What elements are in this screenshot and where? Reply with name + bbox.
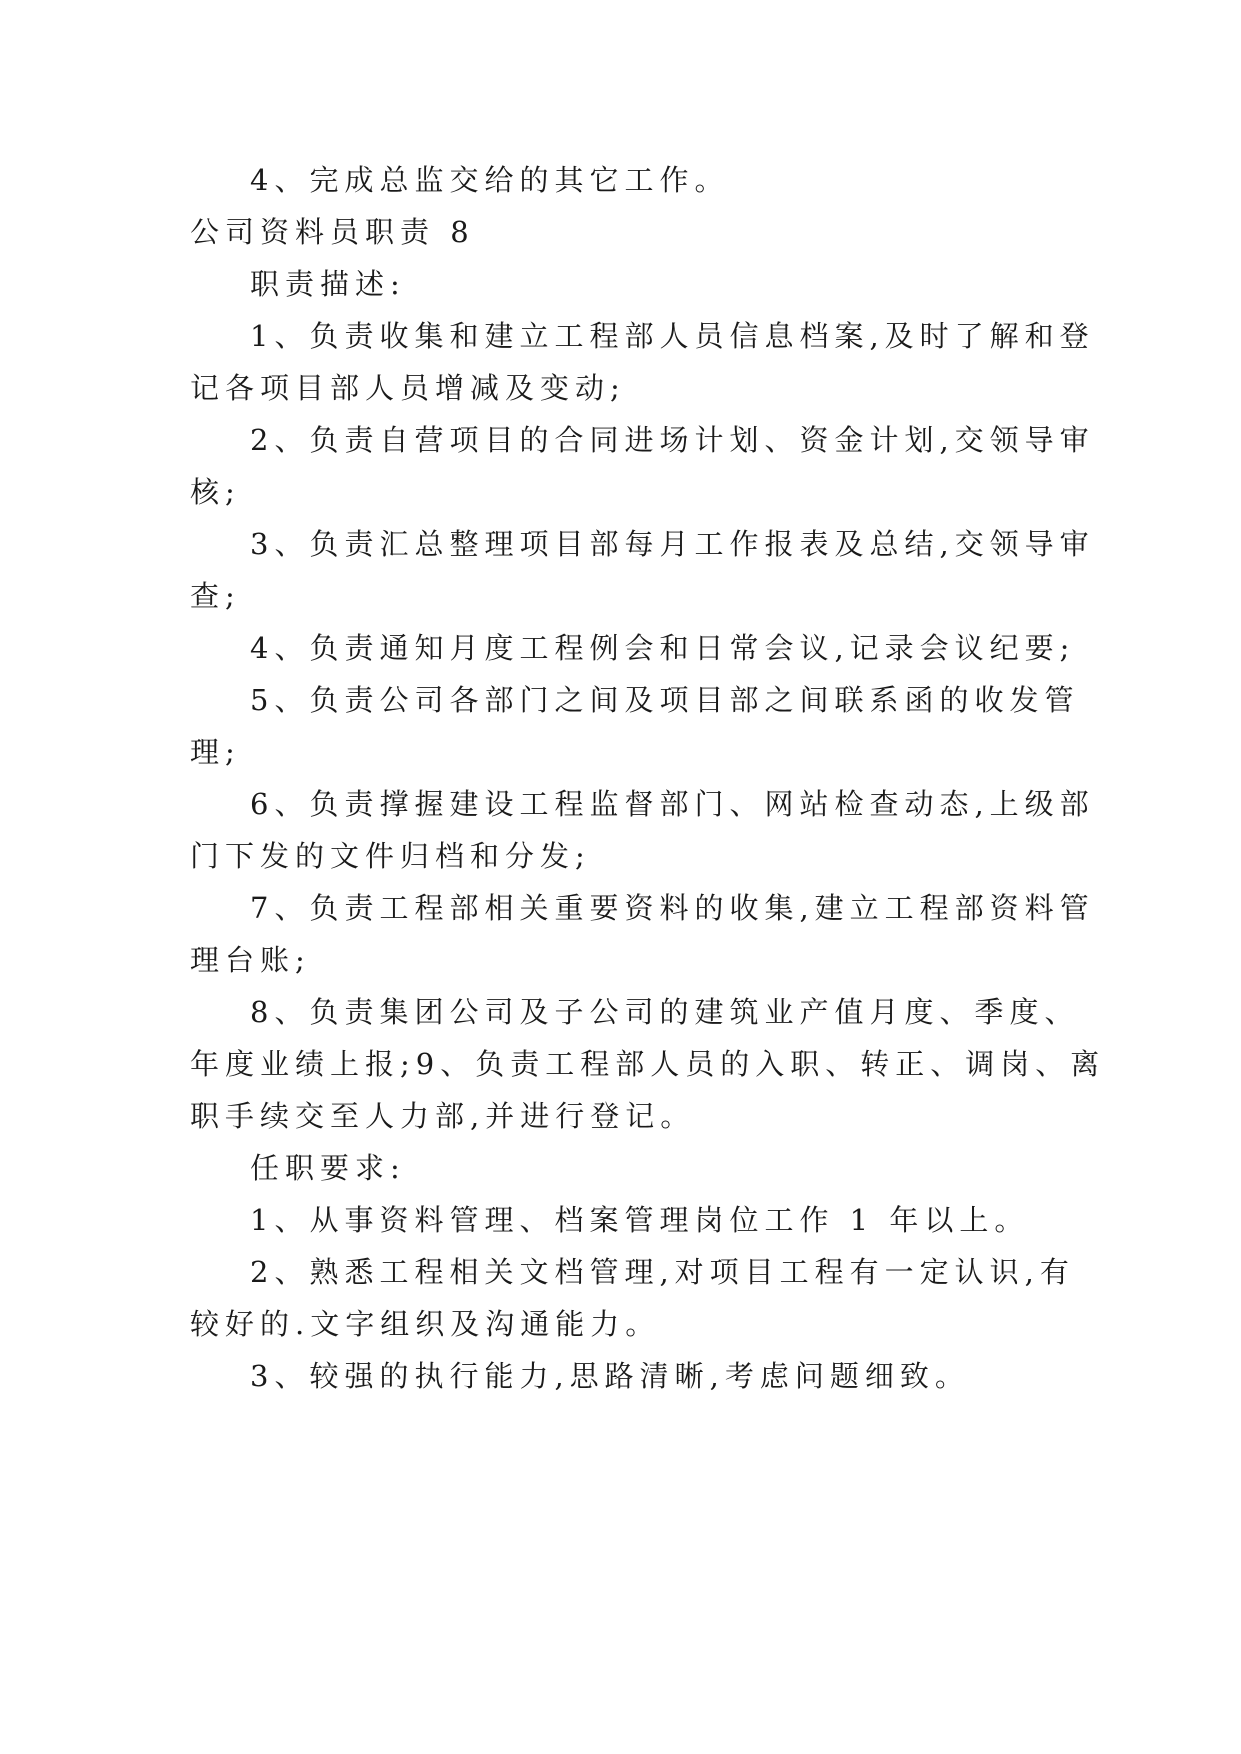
paragraph-line: 5、负责公司各部门之间及项目部之间联系函的收发管	[250, 683, 1080, 717]
paragraph-line: 记各项目部人员增减及变动;	[190, 371, 626, 405]
paragraph-line: 核;	[190, 475, 241, 509]
paragraph-line: 2、熟悉工程相关文档管理,对项目工程有一定认识,有	[250, 1255, 1075, 1289]
paragraph-line: 7、负责工程部相关重要资料的收集,建立工程部资料管	[250, 891, 1095, 925]
paragraph-line: 3、较强的执行能力,思路清晰,考虑问题细致。	[250, 1359, 970, 1393]
subheading-requirements: 任职要求:	[250, 1151, 406, 1185]
paragraph-line: 年度业绩上报;9、负责工程部人员的入职、转正、调岗、离	[190, 1047, 1106, 1081]
paragraph-line: 4、完成总监交给的其它工作。	[250, 163, 730, 197]
paragraph-line: 门下发的文件归档和分发;	[190, 839, 591, 873]
paragraph-line: 职手续交至人力部,并进行登记。	[190, 1099, 696, 1133]
subheading-duties: 职责描述:	[250, 267, 406, 301]
paragraph-line: 理;	[190, 735, 241, 769]
paragraph-line: 理台账;	[190, 943, 311, 977]
paragraph-line: 4、负责通知月度工程例会和日常会议,记录会议纪要;	[250, 631, 1076, 665]
paragraph-line: 较好的.文字组织及沟通能力。	[190, 1307, 661, 1341]
paragraph-line: 1、从事资料管理、档案管理岗位工作 1 年以上。	[250, 1203, 1030, 1237]
paragraph-line: 2、负责自营项目的合同进场计划、资金计划,交领导审	[250, 423, 1095, 457]
paragraph-line: 8、负责集团公司及子公司的建筑业产值月度、季度、	[250, 995, 1080, 1029]
section-heading: 公司资料员职责 8	[190, 215, 475, 249]
paragraph-line: 查;	[190, 579, 241, 613]
paragraph-line: 1、负责收集和建立工程部人员信息档案,及时了解和登	[250, 319, 1095, 353]
paragraph-line: 6、负责撑握建设工程监督部门、网站检查动态,上级部	[250, 787, 1095, 821]
paragraph-line: 3、负责汇总整理项目部每月工作报表及总结,交领导审	[250, 527, 1095, 561]
